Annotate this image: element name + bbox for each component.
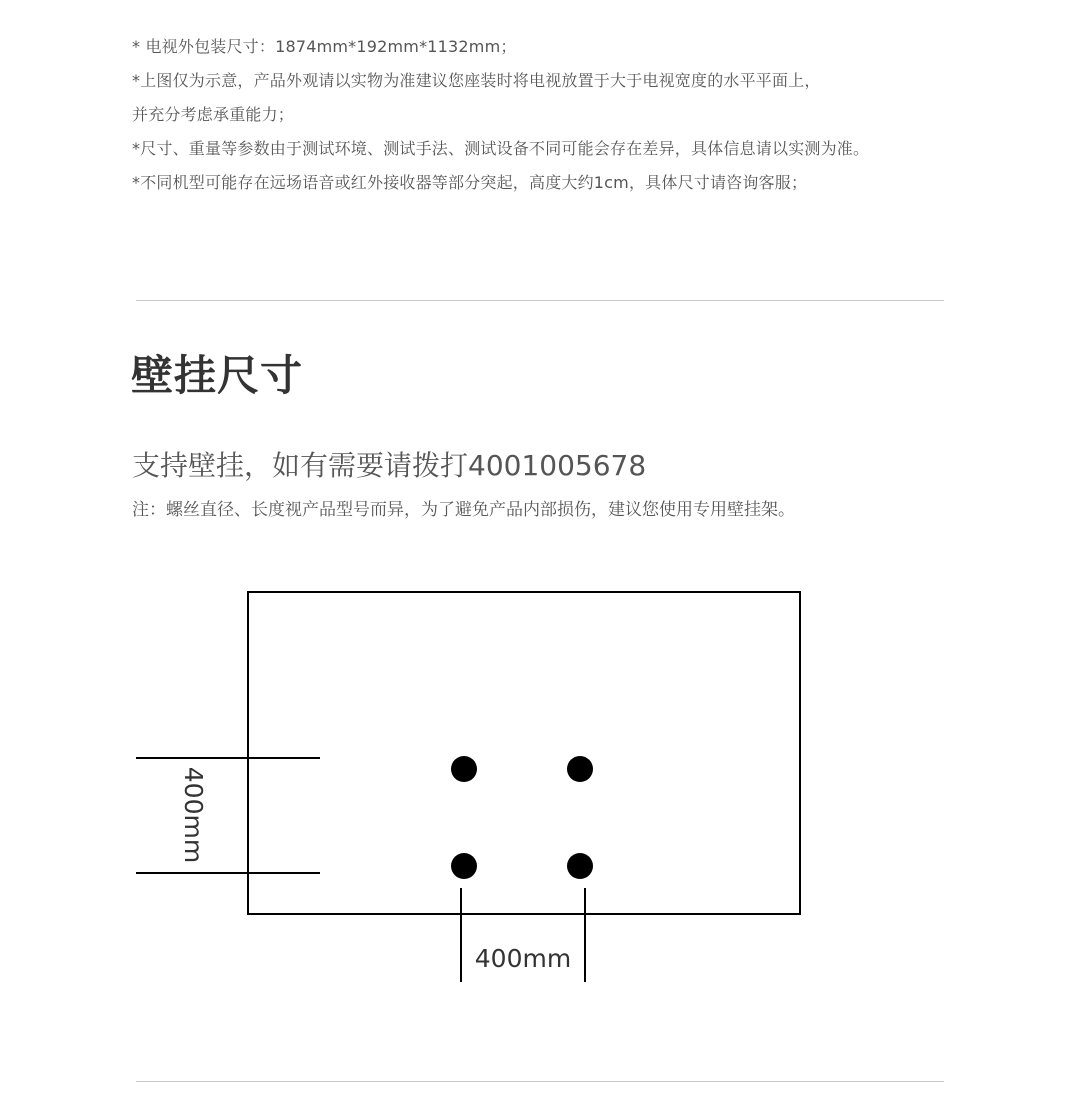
section-divider-bottom <box>136 1081 944 1082</box>
mount-hole-bottom-right <box>567 853 593 879</box>
mount-hole-top-right <box>567 756 593 782</box>
section-divider-top <box>136 300 944 301</box>
note-packaging-size: * 电视外包装尺寸：1874mm*192mm*1132mm； <box>132 37 517 56</box>
notes-list <box>132 30 962 200</box>
vertical-dimension-label: 400mm <box>179 766 208 864</box>
note-load-bearing: 并充分考虑承重能力； <box>132 105 295 124</box>
wall-mount-note: 注：螺丝直径、长度视产品型号而异，为了避免产品内部损伤，建议您使用专用壁挂架。 <box>132 500 795 520</box>
horizontal-dimension-label: 400mm <box>474 944 572 973</box>
mount-hole-bottom-left <box>451 853 477 879</box>
tv-back-outline <box>248 592 800 914</box>
note-measurement-variance: *尺寸、重量等参数由于测试环境、测试手法、测试设备不同可能会存在差异，具体信息请以实测为准。 <box>132 139 870 158</box>
mount-hole-top-left <box>451 756 477 782</box>
page-title: 壁挂尺寸 <box>131 351 304 400</box>
note-protrusion: *不同机型可能存在远场语音或红外接收器等部分突起，高度大约1cm，具体尺寸请咨询客服； <box>132 173 808 192</box>
wall-mount-support-text: 支持壁挂，如有需要请拨打4001005678 <box>132 449 647 482</box>
note-illustration-disclaimer: *上图仅为示意，产品外观请以实物为准建议您座装时将电视放置于大于电视宽度的水平平面上， <box>132 71 821 90</box>
